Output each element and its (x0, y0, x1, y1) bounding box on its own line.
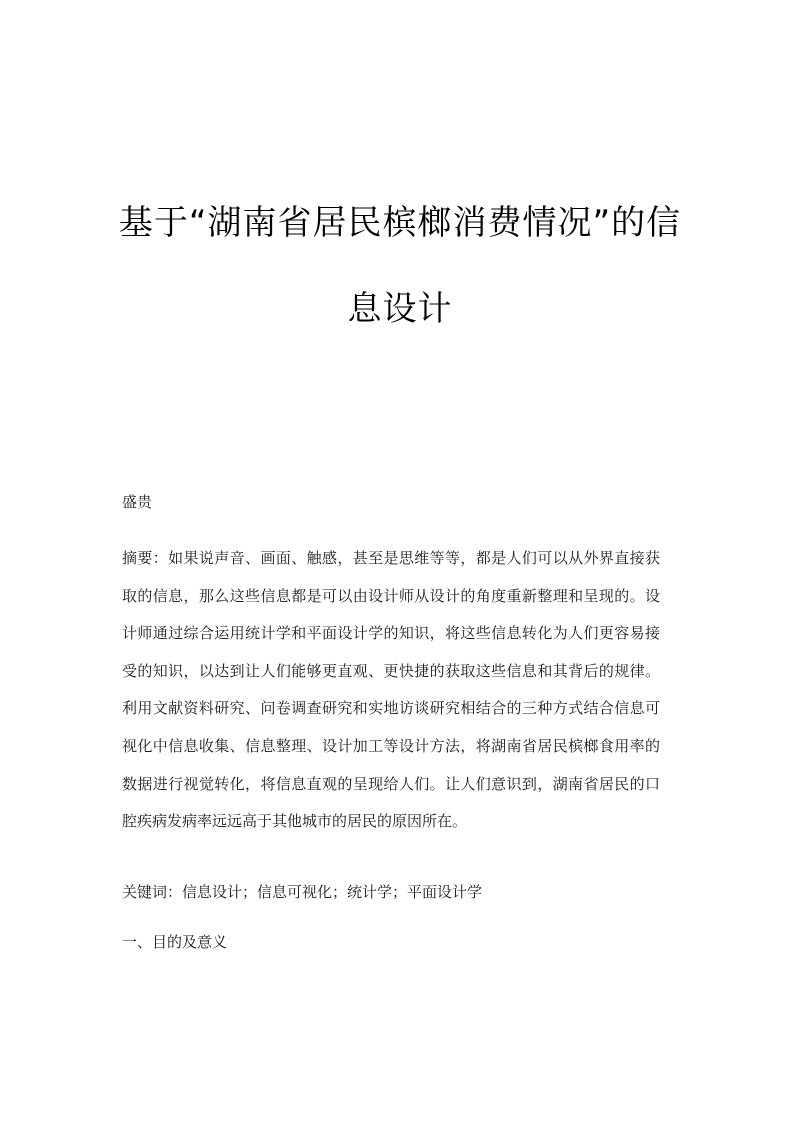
keywords-line: 关键词：信息设计；信息可视化；统计学；平面设计学 (122, 883, 483, 901)
section-heading: 一、目的及意义 (122, 933, 228, 951)
abstract-paragraph: 摘要：如果说声音、画面、触感，甚至是思维等等，都是人们可以从外界直接获取的信息，那么这些信息都是可以由设计师从设计的角度重新整理和呈现的。设计师通过综合运用统计学和平面设计学的知识，将这些信息转化为人们更容易接受的知识，以达到让人们能够更直观、更快捷的获取这些信息和其背后的规律。利用文献资料研究、问卷调查研究和实地访谈研究相结合的三种方式结合信息可视化中信息收集、信息整理、设计加工等设计方法，将湖南省居民槟榔食用率的数据进行视觉转化，将信息直观的呈现给人们。让人们意识到，湖南省居民的口腔疾病发病率远远高于其他城市的居民的原因所在。 (122, 549, 660, 831)
author-name: 盛贵 (122, 493, 153, 511)
document-title: 基于“湖南省居民槟榔消费情况”的信息设计 (118, 203, 682, 329)
